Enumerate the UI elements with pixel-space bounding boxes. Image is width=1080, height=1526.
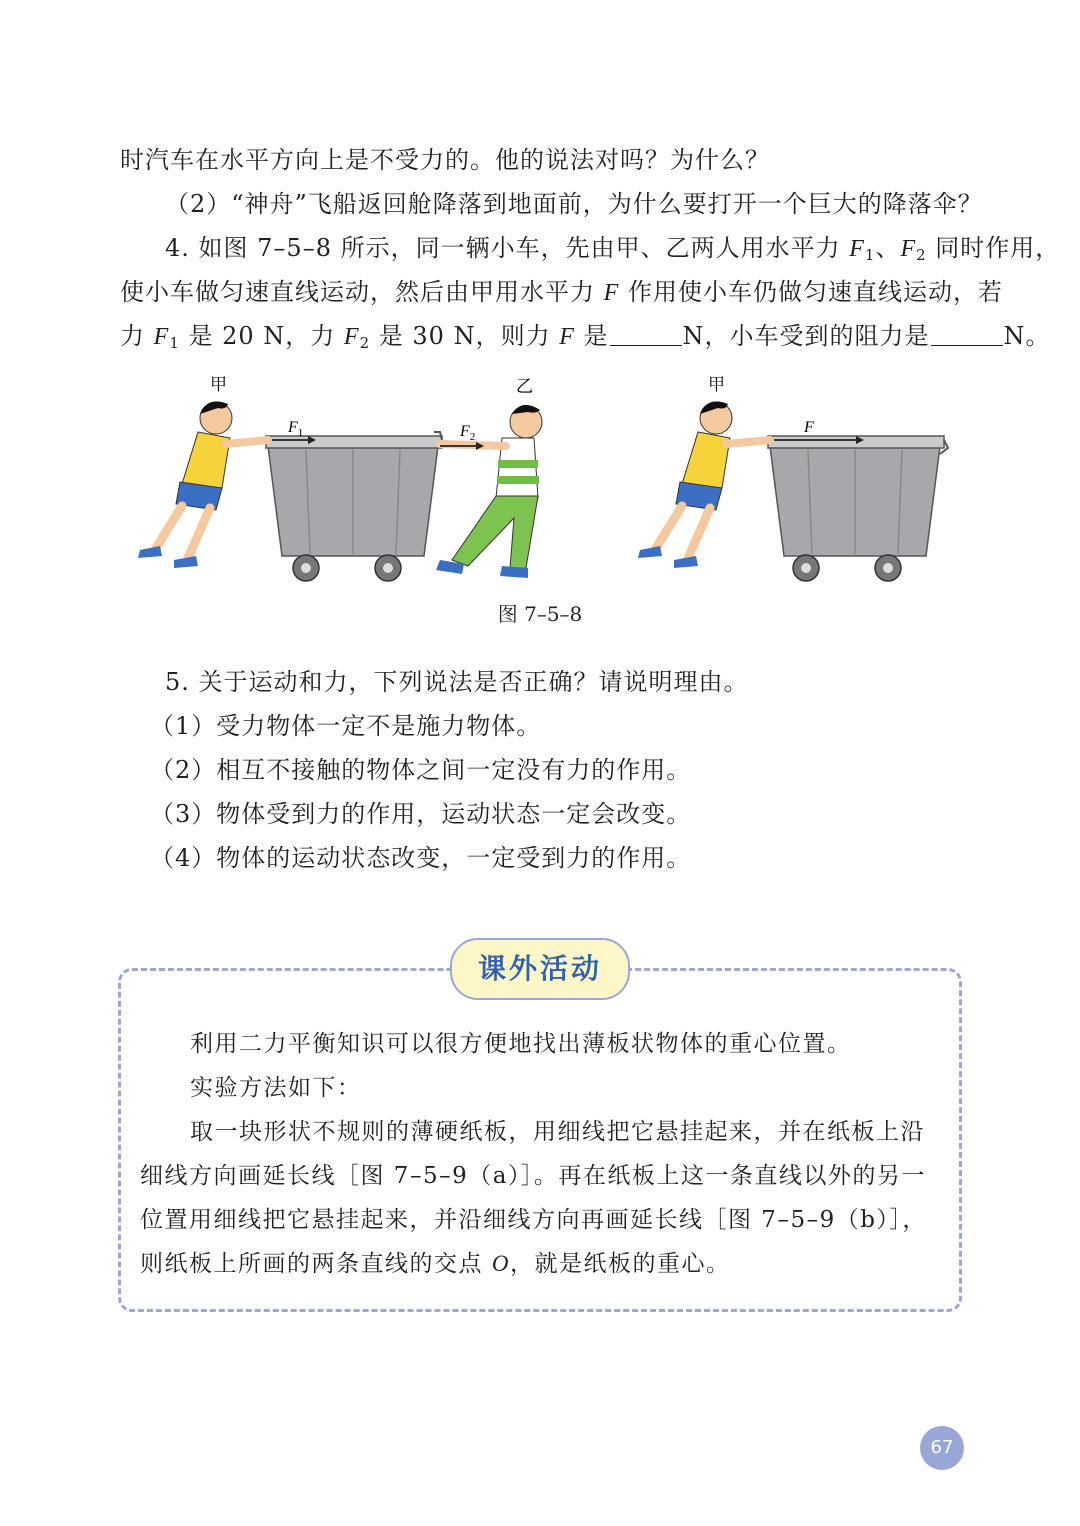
figure-7-5-8: [118, 368, 958, 588]
label-f1: $F_1$: [288, 419, 304, 439]
question-5-item-2: （2）相互不接触的物体之间一定没有力的作用。: [150, 756, 692, 784]
question-5-item-1: （1）受力物体一定不是施力物体。: [150, 712, 542, 740]
activity-line-6: 则纸板上所画的两条直线的交点 O，就是纸板的重心。: [140, 1251, 731, 1277]
question-3-part-2: （2）“神舟”飞船返回舱降落到地面前，为什么要打开一个巨大的降落伞？: [165, 190, 983, 218]
cart-right: [768, 436, 948, 581]
question-5-title: 5. 关于运动和力，下列说法是否正确？请说明理由。: [165, 668, 749, 696]
label-jia-right: 甲: [708, 375, 725, 394]
activity-line-1: 利用二力平衡知识可以很方便地找出薄板状物体的重心位置。: [190, 1031, 852, 1057]
cart-left: [266, 432, 442, 581]
page-number-badge: 67: [920, 1426, 964, 1470]
boy-jia-left: [138, 402, 268, 568]
question-4-line-3: 力 $F_1$ 是 20 N，力 $F_2$ 是 30 N，则力 F 是 N，小车受到的阻力是 N。: [120, 322, 1051, 352]
boy-jia-right: [638, 402, 770, 568]
question-3-continuation: 时汽车在水平方向上是不受力的。他的说法对吗？为什么？: [120, 146, 770, 174]
activity-line-3: 取一块形状不规则的薄硬纸板，用细线把它悬挂起来，并在纸板上沿: [190, 1119, 925, 1145]
label-yi: 乙: [516, 377, 533, 396]
answer-blank-1[interactable]: [610, 323, 682, 346]
boy-yi-pulling: [436, 405, 542, 578]
answer-blank-2[interactable]: [931, 323, 1003, 346]
question-5-item-3: （3）物体受到力的作用，运动状态一定会改变。: [150, 800, 692, 828]
question-4-line-1: 4. 如图 7–5–8 所示，同一辆小车，先由甲、乙两人用水平力 $F_1$、$F_2$ 同时作用，: [165, 234, 1061, 264]
figure-caption: 图 7–5–8: [497, 602, 583, 626]
activity-line-4: 细线方向画延长线［图 7–5–9（a）］。再在纸板上这一条直线以外的另一: [140, 1163, 926, 1189]
question-4-line-2: 使小车做匀速直线运动，然后由甲用水平力 F 作用使小车仍做匀速直线运动，若: [120, 278, 1003, 306]
activity-line-5: 位置用细线把它悬挂起来，并沿细线方向再画延长线［图 7–5–9（b）］，: [140, 1207, 927, 1233]
label-jia-left: 甲: [210, 375, 227, 394]
activity-line-2: 实验方法如下：: [190, 1075, 362, 1101]
label-f: F: [804, 419, 814, 436]
question-5-item-4: （4）物体的运动状态改变，一定受到力的作用。: [150, 844, 692, 872]
label-f2: $F_2$: [460, 423, 476, 443]
activity-title: 课外活动: [450, 938, 630, 1000]
